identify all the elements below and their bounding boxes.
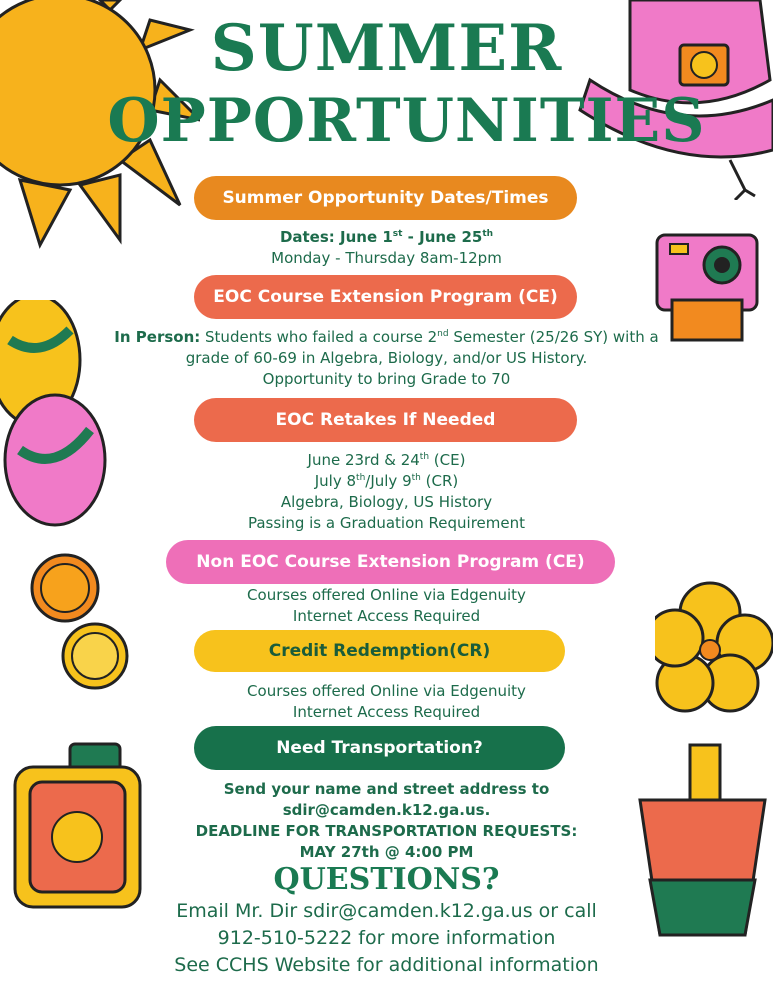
non-eoc-header (166, 540, 615, 584)
non-eoc-l2: Internet Access Required (292, 607, 481, 625)
dates-header-label: Summer Opportunity Dates/Times (222, 188, 549, 208)
retakes-header-label: EOC Retakes If Needed (275, 410, 496, 430)
credit-l1: Courses offered Online via Edgenuity (247, 682, 526, 700)
questions-l1: Email Mr. Dir sdir@camden.k12.ga.us or call (176, 900, 597, 922)
dates-mid: - June 25 (402, 228, 483, 246)
retakes-l2c: (CR) (420, 472, 459, 490)
eoc-ce-header (194, 275, 577, 319)
dates-sup2: th (482, 229, 494, 239)
retakes-l2b: /July 9 (365, 472, 412, 490)
eoc-ce-line3: Opportunity to bring Grade to 70 (262, 370, 511, 388)
dates-header (194, 176, 577, 220)
retakes-l1a: June 23rd & 24 (307, 451, 420, 469)
retakes-l3: Algebra, Biology, US History (280, 493, 493, 511)
dates-times: Monday - Thursday 8am-12pm (271, 249, 502, 267)
non-eoc-l1: Courses offered Online via Edgenuity (247, 586, 526, 604)
dates-body (0, 227, 773, 269)
dates-sup1: st (392, 229, 403, 239)
questions-l3: See CCHS Website for additional information (174, 954, 599, 976)
retakes-l1sup: th (419, 452, 430, 462)
eoc-ce-line1b: Semester (25/26 SY) with a (448, 328, 659, 346)
credit-header (194, 630, 565, 672)
eoc-ce-sup: nd (437, 329, 449, 339)
non-eoc-header-label: Non EOC Course Extension Program (CE) (196, 552, 585, 572)
credit-header-label: Credit Redemption(CR) (268, 641, 491, 661)
eoc-ce-line2: grade of 60-69 in Algebra, Biology, and/or US History. (185, 349, 588, 367)
retakes-l1b: (CE) (429, 451, 466, 469)
questions-body (0, 898, 773, 979)
transport-l1: Send your name and street address to (223, 780, 550, 798)
retakes-header (194, 398, 577, 442)
retakes-l2sup2: th (411, 473, 421, 483)
questions-l2: 912-510-5222 for more information (217, 927, 556, 949)
transport-l2: sdir@camden.k12.ga.us. (282, 801, 491, 819)
retakes-l2a: July 8 (314, 472, 357, 490)
transport-header (194, 726, 565, 770)
title-line-1: SUMMER (210, 11, 563, 86)
transport-l4: MAY 27th @ 4:00 PM (299, 843, 474, 861)
eoc-ce-body (0, 327, 773, 390)
transport-header-label: Need Transportation? (276, 738, 483, 758)
credit-body (0, 681, 773, 723)
transport-l3: DEADLINE FOR TRANSPORTATION REQUESTS: (195, 822, 578, 840)
eoc-ce-line1a: Students who failed a course 2 (200, 328, 438, 346)
retakes-body (0, 450, 773, 534)
questions-heading: QUESTIONS? (273, 862, 500, 897)
eoc-ce-in-person: In Person: (114, 328, 201, 346)
transport-body (0, 779, 773, 863)
non-eoc-body (0, 585, 773, 627)
title-line-2: OPPORTUNITIES (107, 86, 706, 156)
retakes-l2sup1: th (356, 473, 366, 483)
dates-prefix: Dates: June 1 (279, 228, 393, 246)
retakes-l4: Passing is a Graduation Requirement (247, 514, 526, 532)
credit-l2: Internet Access Required (292, 703, 481, 721)
eoc-ce-header-label: EOC Course Extension Program (CE) (213, 287, 558, 307)
